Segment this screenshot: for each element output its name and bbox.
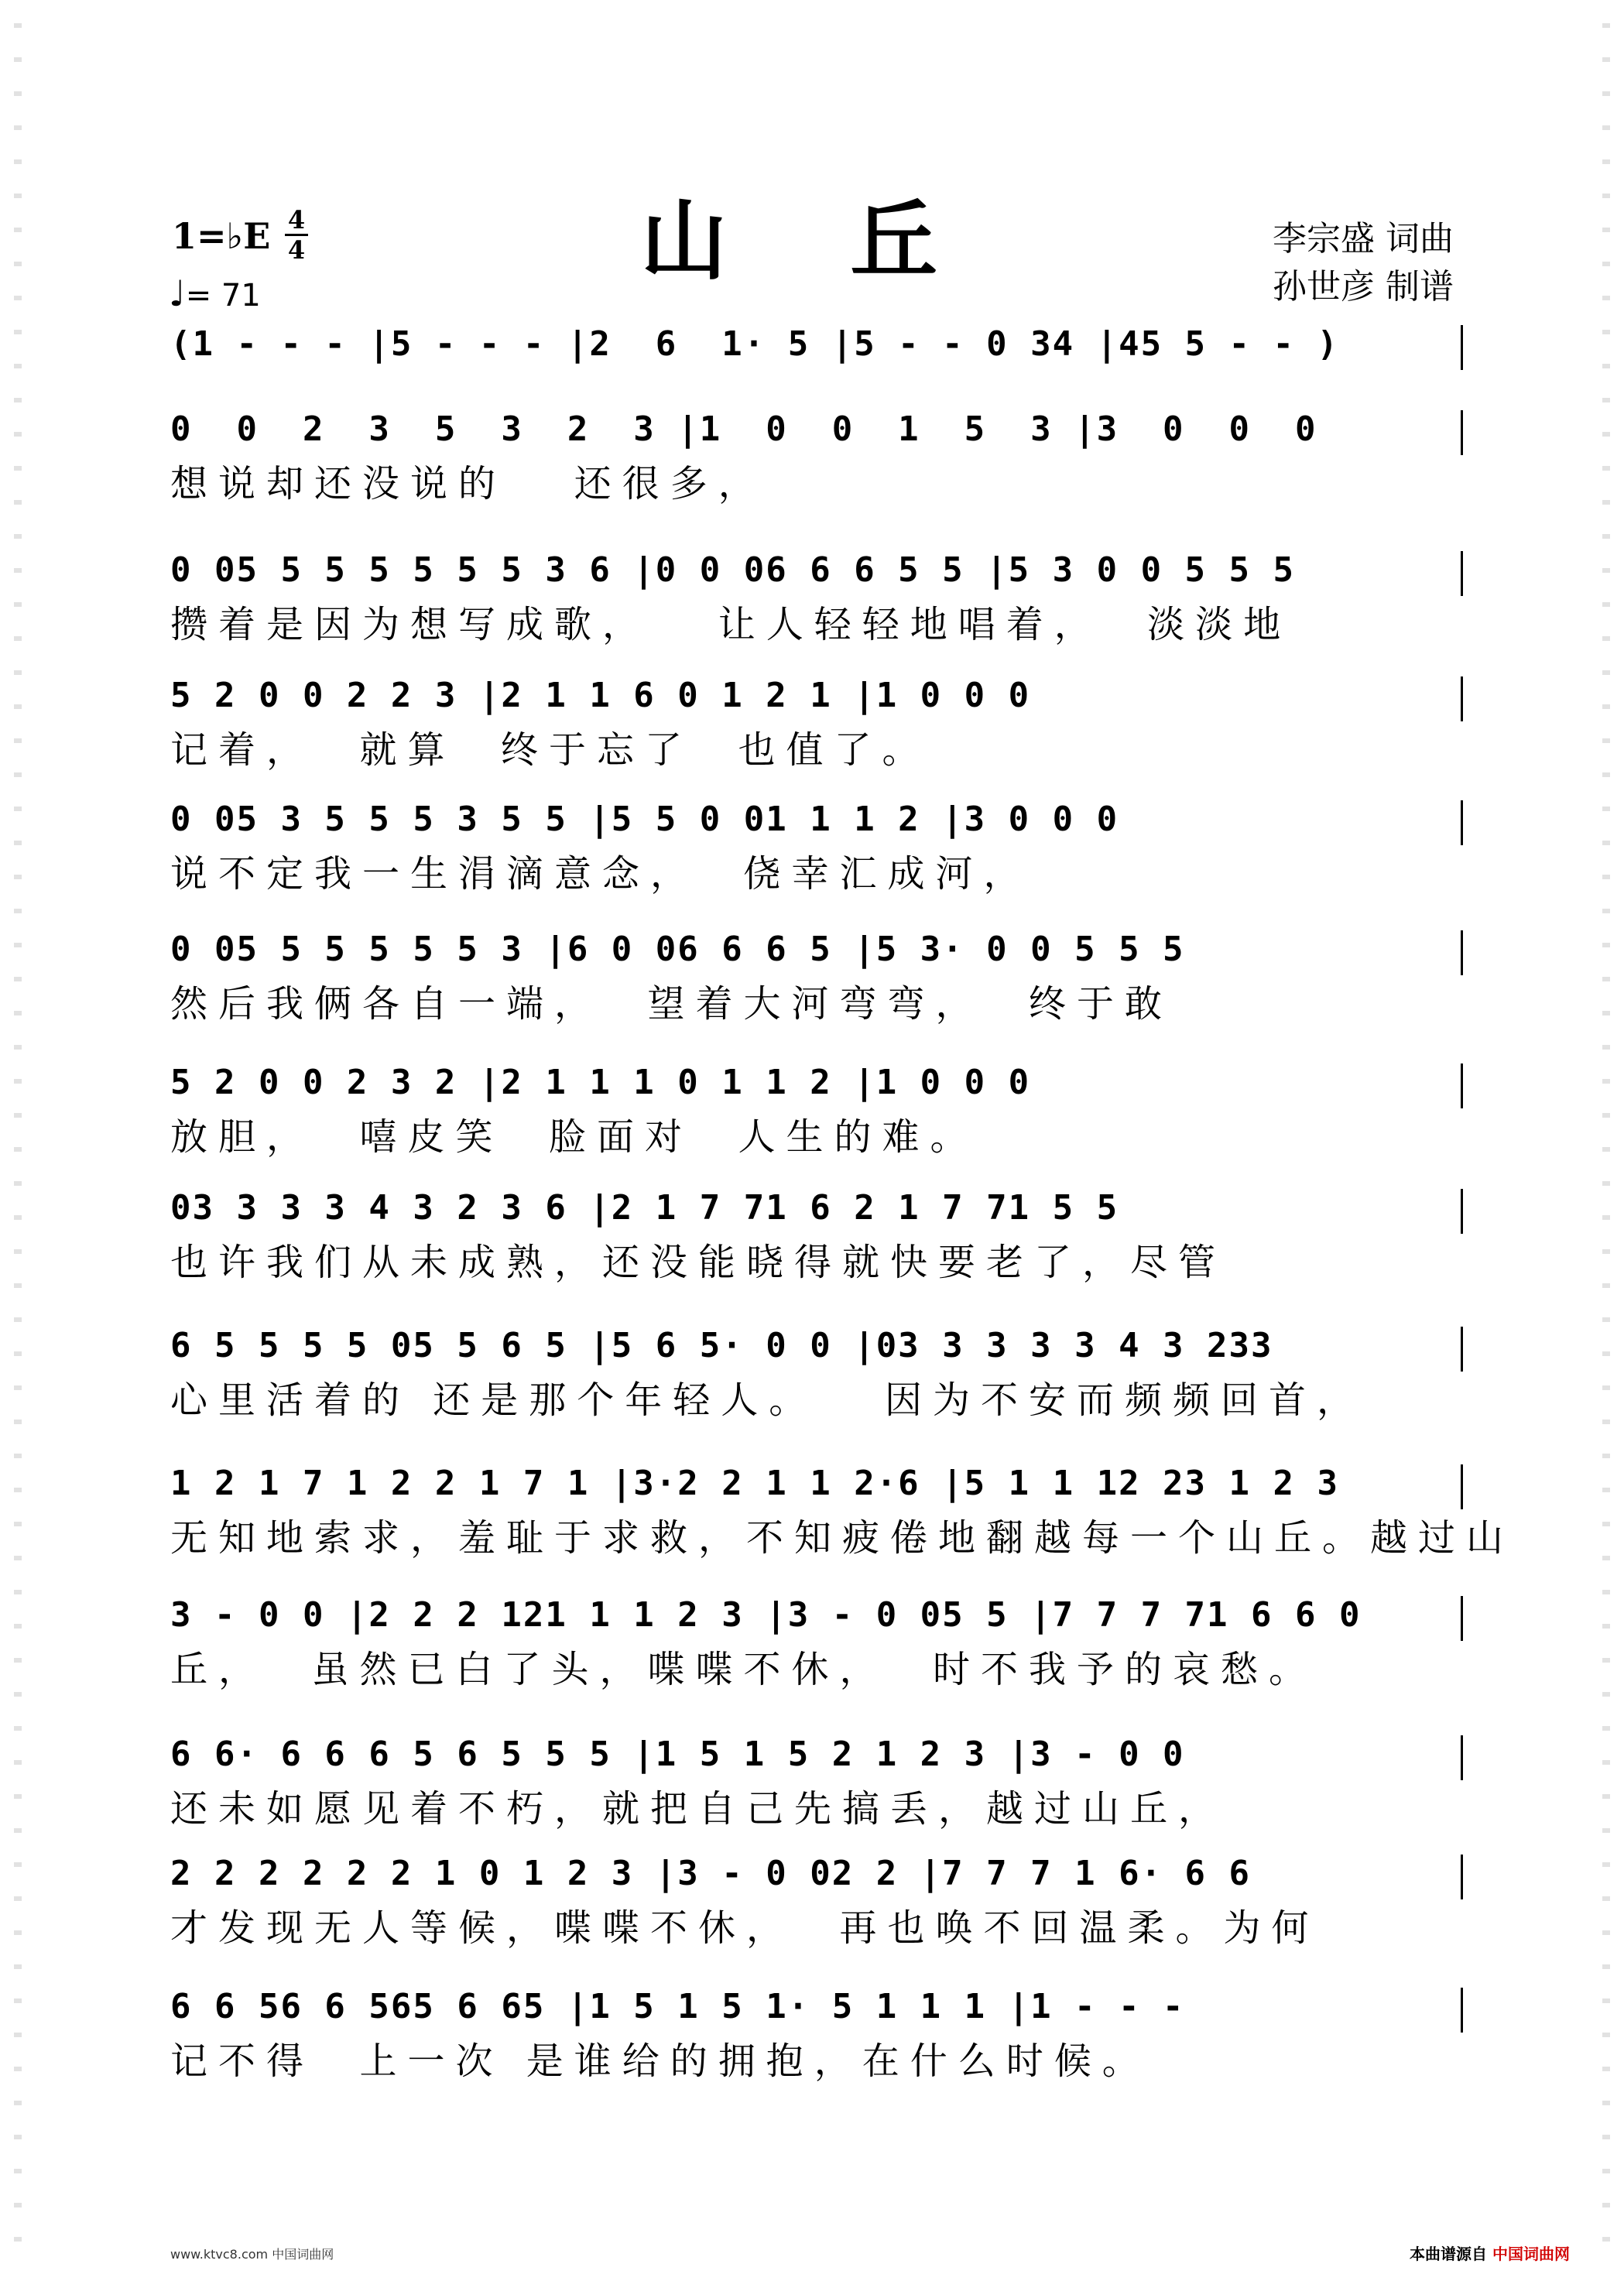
notation-line: 2 2 2 2 2 2 1 0 1 2 3 |3 - 0 02 2 |7 7 7 1 6· 6 6 [170,1854,1252,1893]
score-system-3 [170,543,1463,652]
arranger-credit: 孙世彦 制谱 [1273,267,1454,307]
tempo-value: = 71 [185,278,261,313]
time-signature [285,205,308,265]
quarter-note-icon: ♩ [169,272,186,314]
end-barline [1461,1988,1463,2033]
end-barline [1461,1735,1463,1780]
end-barline [1461,1596,1463,1641]
score-system-2 [170,402,1463,511]
tempo-marking [169,272,261,314]
notation-line: 03 3 3 3 4 3 2 3 6 |2 1 7 71 6 2 1 7 71 5 5 [170,1188,1119,1228]
notation-line: 1 2 1 7 1 2 2 1 7 1 |3·2 2 1 1 2·6 |5 1 1 12 23 1 2 3 [170,1464,1339,1503]
end-barline [1461,1327,1463,1372]
lyrics-line: 说不定我一生涓滴意念， 侥幸汇成河， [170,852,1032,896]
end-barline [1461,930,1463,975]
score-system-1 [170,317,1463,372]
notation-line: 5 2 0 0 2 3 2 |2 1 1 1 0 1 1 2 |1 0 0 0 [170,1063,1031,1102]
song-title: 山 丘 [640,190,984,292]
right-watermark [1602,23,1610,2258]
lyrics-line: 记不得 上一次 是谁给的拥抱，在什么时候。 [170,2040,1150,2083]
key-signature: 1=♭E [172,215,271,257]
score-system-13 [170,1847,1463,1955]
end-barline [1461,325,1463,370]
lyrics-line: 丘， 虽然已白了头，喋喋不休， 时不我予的哀愁。 [170,1648,1317,1691]
score-system-14 [170,1980,1463,2088]
score-system-5 [170,793,1463,901]
lyrics-line: 还未如愿见着不朽，就把自己先搞丢，越过山丘， [170,1787,1227,1831]
notation-line: 0 05 5 5 5 5 5 3 |6 0 06 6 6 5 |5 3· 0 0 5 5 5 [170,930,1185,969]
lyrics-line: 也许我们从未成熟，还没能晓得就快要老了，尽管 [170,1241,1227,1284]
footer-source [1410,2242,1570,2264]
lyrics-line: 才发现无人等候，喋喋不休， 再也唤不回温柔。为何 [170,1906,1320,1950]
end-barline [1461,1189,1463,1234]
score-system-6 [170,923,1463,1031]
notation-line: 5 2 0 0 2 2 3 |2 1 1 6 0 1 2 1 |1 0 0 0 [170,676,1031,715]
lyrics-line: 放胆， 嘻皮笑 脸面对 人生的难。 [170,1115,978,1159]
end-barline [1461,1855,1463,1899]
end-barline [1461,551,1463,596]
score-system-7 [170,1056,1463,1164]
notation-line: (1 - - - |5 - - - |2 6 1· 5 |5 - - 0 34 |45 5 - - ) [170,324,1339,364]
notation-line: 3 - 0 0 |2 2 2 121 1 1 2 3 |3 - 0 05 5 |7 7 7 71 6 6 0 [170,1595,1362,1635]
lyrics-line: 心里活着的 还是那个年轻人。 因为不安而频频回首， [170,1379,1365,1422]
time-signature-bottom: 4 [287,235,306,265]
footer-source-label: 本曲谱源自 [1410,2245,1488,2263]
notation-line: 0 0 2 3 5 3 2 3 |1 0 0 1 5 3 |3 0 0 0 [170,409,1317,449]
notation-line: 0 05 3 5 5 5 3 5 5 |5 5 0 01 1 1 2 |3 0 0 0 [170,800,1119,839]
score-system-4 [170,669,1463,777]
left-watermark [14,23,22,2258]
end-barline [1461,1063,1463,1108]
footer-site-text: www.ktvc8.com 中国词曲网 [170,2247,334,2262]
notation-line: 6 5 5 5 5 05 5 6 5 |5 6 5· 0 0 |03 3 3 3 3 4 3 233 [170,1326,1273,1365]
score-system-12 [170,1728,1463,1836]
notation-line: 0 05 5 5 5 5 5 5 3 6 |0 0 06 6 6 5 5 |5 3 0 0 5 5 5 [170,550,1296,590]
time-signature-top: 4 [287,205,306,235]
lyrics-line: 然后我俩各自一端， 望着大河弯弯， 终于敢 [170,982,1173,1026]
score-system-11 [170,1588,1463,1697]
notation-line: 6 6 56 6 565 6 65 |1 5 1 5 1· 5 1 1 1 |1 - - - [170,1987,1185,2026]
end-barline [1461,800,1463,845]
footer-brand: 中国词曲网 [1492,2245,1570,2263]
notation-line: 6 6· 6 6 6 5 6 5 5 5 |1 5 1 5 2 1 2 3 |3 - 0 0 [170,1735,1185,1774]
lyrics-line: 攒着是因为想写成歌， 让人轻轻地唱着， 淡淡地 [170,603,1292,646]
lyrics-line: 记着， 就算 终于忘了 也值了。 [170,728,930,772]
score-system-9 [170,1319,1463,1427]
lyrics-line: 无知地索求，羞耻于求救，不知疲倦地翻越每一个山丘。越过山 [170,1516,1515,1560]
lyrics-music-credit: 李宗盛 词曲 [1273,219,1454,259]
end-barline [1461,1464,1463,1509]
end-barline [1461,410,1463,455]
score-system-10 [170,1457,1515,1565]
end-barline [1461,676,1463,721]
lyrics-line: 想说却还没说的 还很多， [170,462,766,505]
score-system-8 [170,1181,1463,1289]
